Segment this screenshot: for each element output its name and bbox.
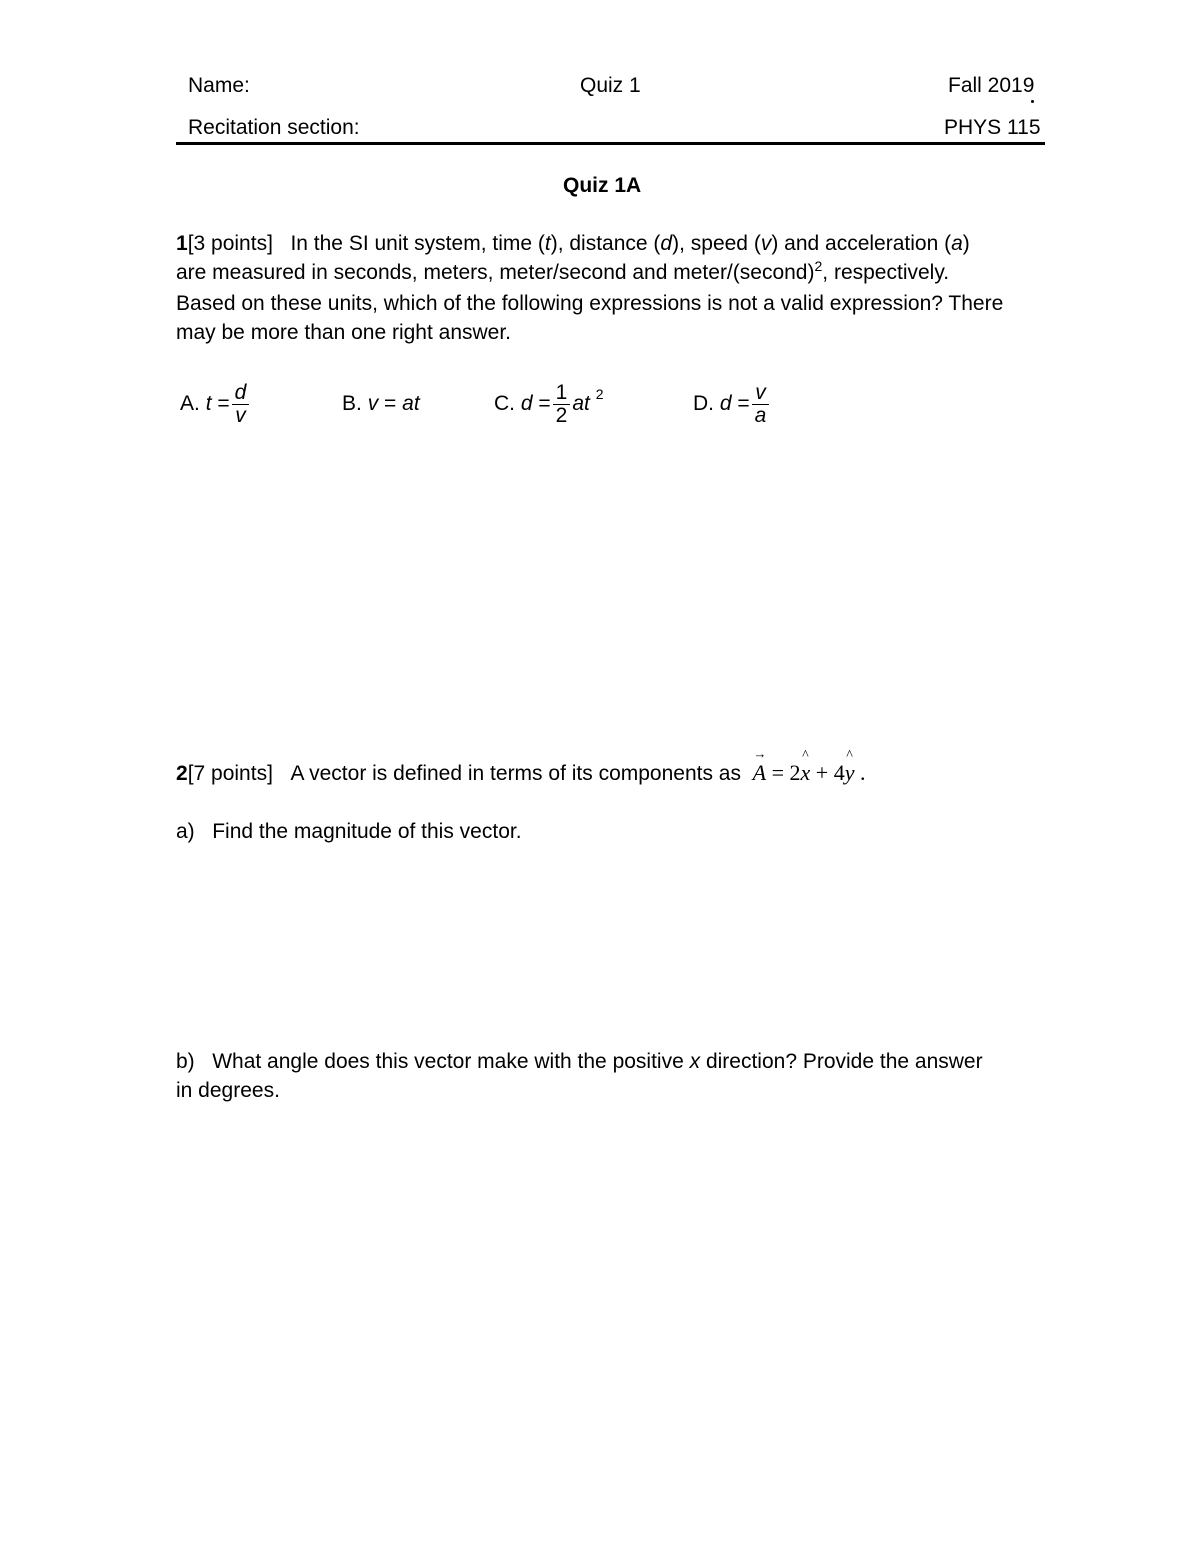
option-d-den: a [754, 403, 767, 427]
quiz-title: Quiz 1A [563, 174, 642, 197]
question-1 [176, 229, 1036, 347]
q1-superscript: 2 [814, 258, 823, 274]
q1-number: 1 [176, 232, 188, 255]
y-hat: y ^ [845, 760, 855, 786]
option-a-lhs: t [205, 392, 212, 415]
option-b-eq: = [384, 392, 397, 415]
var-d: d [660, 232, 673, 255]
option-c-sup: 2 [595, 386, 604, 402]
q1-line-4: may be more than one right answer. [176, 321, 512, 344]
var-a: a [951, 232, 963, 255]
q1-line-2b: , respectively. [822, 261, 950, 284]
option-a-eq: = [217, 392, 230, 415]
eq-part-2: + 4 [810, 760, 845, 785]
option-d-num: v [755, 380, 766, 404]
option-b [342, 372, 420, 436]
part-a-text: Find the magnitude of this vector. [212, 820, 522, 843]
q1-points: [3 points] [187, 232, 273, 255]
option-c-label: C. [494, 392, 515, 415]
x-hat: x ^ [801, 760, 811, 786]
option-d-label: D. [693, 392, 714, 415]
part-a-label: a) [176, 820, 195, 843]
q1-text-a: In the SI unit system, time ( [290, 232, 545, 255]
part-b-var: x [689, 1050, 701, 1073]
option-b-label: B. [342, 392, 362, 415]
option-d [693, 372, 771, 436]
q1-line-3: Based on these units, which of the following expressions is not a valid expression? There [176, 292, 1004, 315]
name-label: Name: [188, 74, 250, 97]
option-c [494, 372, 603, 436]
q2-equation [753, 760, 866, 785]
q1-line-1 [176, 229, 1036, 258]
question-2 [176, 760, 865, 786]
vector-a: A → [753, 760, 766, 786]
quiz-label: Quiz 1 [580, 74, 641, 97]
part-b-label: b) [176, 1050, 195, 1073]
option-d-lhs: d [719, 392, 732, 415]
option-c-eq: = [538, 392, 551, 415]
option-b-lhs: v [367, 392, 379, 415]
recitation-label: Recitation section: [188, 116, 360, 139]
option-a-fraction [232, 382, 250, 427]
q2-part-b [176, 1047, 1036, 1105]
option-a [180, 372, 251, 436]
q1-text-c: ), speed ( [672, 232, 761, 255]
option-c-lhs: d [520, 392, 533, 415]
part-b-text-2: direction? Provide the answer [700, 1050, 983, 1073]
option-c-fraction [553, 382, 571, 427]
q1-line-2 [176, 258, 1036, 289]
eq-part-1: = 2 [766, 760, 801, 785]
var-v: v [760, 232, 772, 255]
option-a-den: v [235, 403, 246, 427]
q2-points: [7 points] [187, 762, 273, 785]
q2-text: A vector is defined in terms of its components as [290, 762, 741, 785]
q1-text-d: ) and acceleration ( [771, 232, 952, 255]
term-label: Fall 2019 [948, 74, 1035, 97]
option-c-rhs: at [572, 392, 590, 415]
q1-text-b: ), distance ( [550, 232, 661, 255]
var-t: t [544, 232, 551, 255]
option-b-rhs: at [402, 392, 420, 415]
stray-dot [1031, 100, 1034, 103]
q1-line-2a: are measured in seconds, meters, meter/second and meter/(second) [176, 261, 815, 284]
course-label: PHYS 115 [944, 116, 1041, 139]
option-c-den: 2 [555, 403, 568, 427]
option-a-label: A. [180, 392, 200, 415]
q2-number: 2 [176, 762, 188, 785]
option-d-eq: = [737, 392, 750, 415]
option-d-fraction [752, 382, 770, 427]
header-rule [176, 142, 1045, 145]
part-b-line-2: in degrees. [176, 1079, 280, 1102]
option-c-num: 1 [555, 380, 568, 404]
q1-text-e: ) [962, 232, 970, 255]
eq-end: . [854, 760, 866, 785]
part-b-text-1: What angle does this vector make with the positive [212, 1050, 690, 1073]
part-b-line-1 [176, 1047, 1036, 1076]
option-a-num: d [234, 380, 247, 404]
q2-part-a [176, 820, 522, 844]
